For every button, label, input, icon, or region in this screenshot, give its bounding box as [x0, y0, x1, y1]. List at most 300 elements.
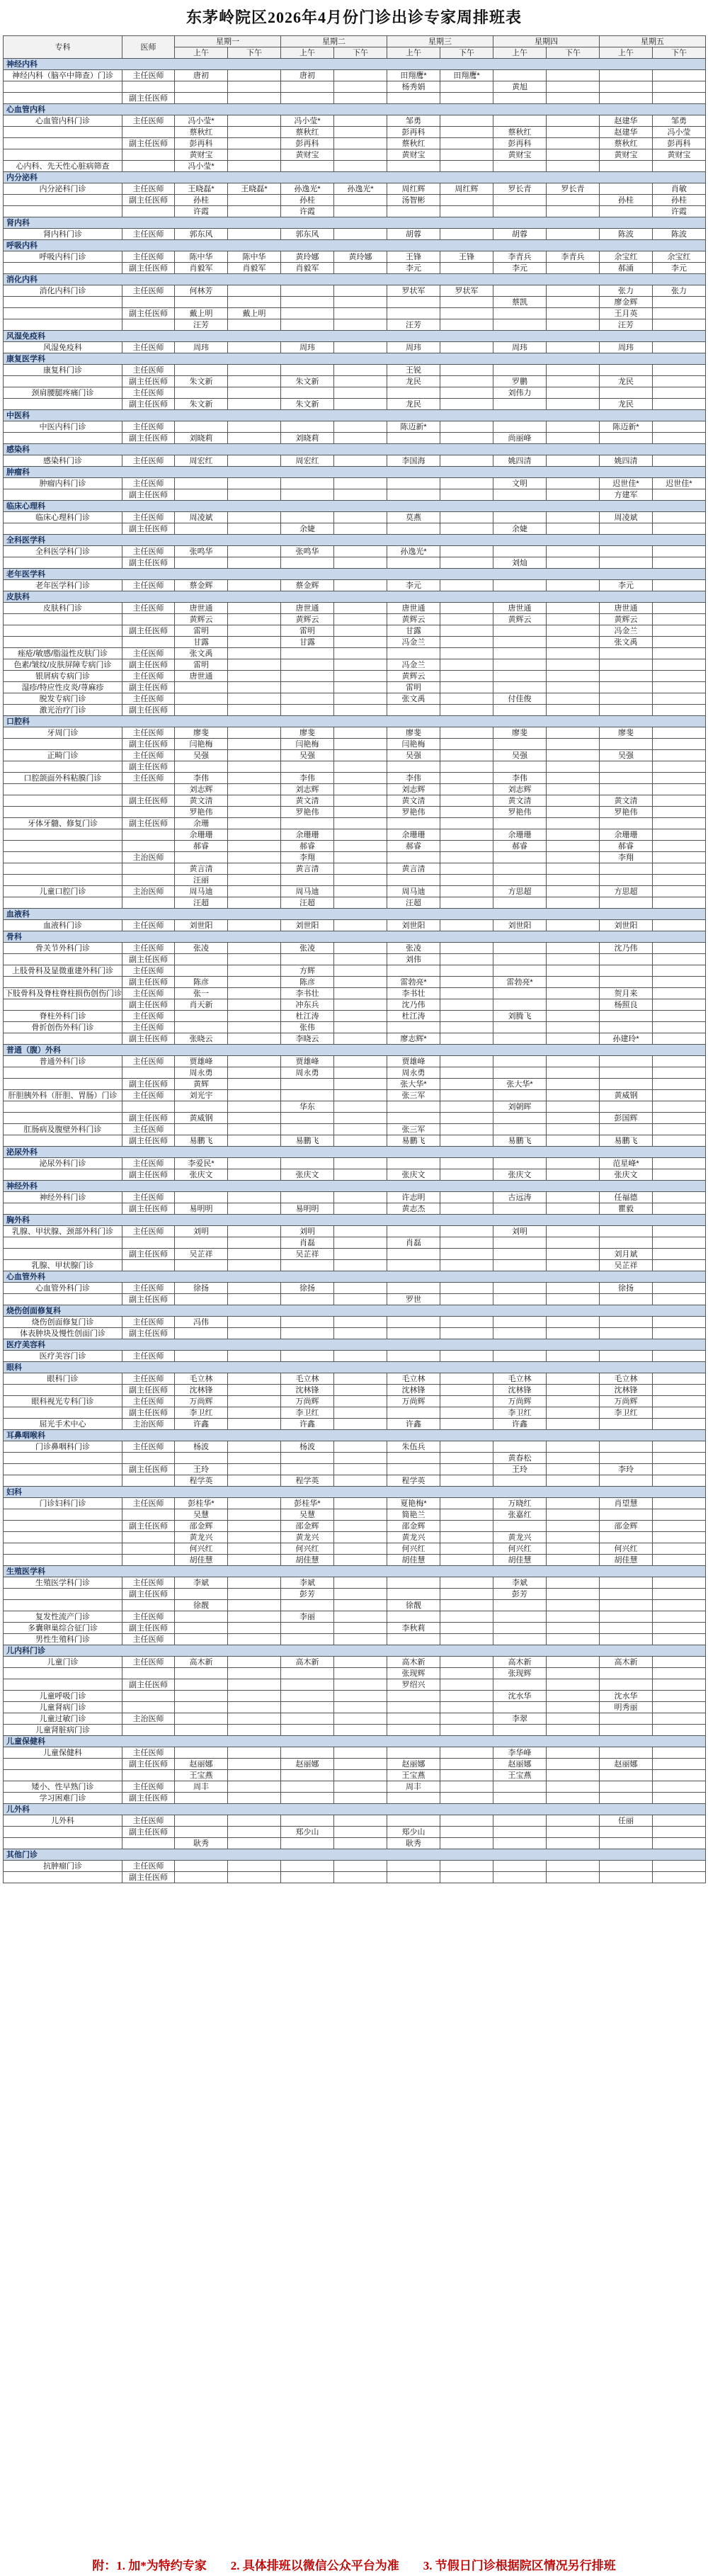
- doctor-slot: 毛立林: [600, 1373, 653, 1385]
- doctor-slot: [281, 875, 334, 886]
- doctor-slot: [440, 1079, 493, 1090]
- table-row: [4, 625, 706, 637]
- doctor-slot: [653, 648, 706, 659]
- doctor-slot: [440, 1577, 493, 1589]
- doctor-slot: [440, 1396, 493, 1407]
- doctor-slot: [547, 1283, 600, 1294]
- doctor-title: [122, 863, 175, 875]
- doctor-slot: [547, 1317, 600, 1328]
- table-row: [4, 195, 706, 206]
- section-name: 妇科: [4, 1487, 706, 1498]
- table-row: [4, 693, 706, 705]
- doctor-slot: 黄龙兴: [493, 1532, 547, 1543]
- doctor-title: 主任医师: [122, 965, 175, 977]
- doctor-slot: 蔡金辉: [175, 580, 228, 591]
- clinic-name: 乳腺、甲状腺门诊: [4, 1260, 122, 1271]
- doctor-slot: 汪超: [281, 897, 334, 909]
- doctor-slot: 姚四清: [600, 455, 653, 467]
- clinic-name: 牙体牙髓、修复门诊: [4, 818, 122, 829]
- doctor-slot: 唐初: [175, 70, 228, 81]
- doctor-slot: [228, 512, 281, 523]
- doctor-slot: [387, 1725, 440, 1736]
- doctor-slot: [440, 523, 493, 535]
- section-name: 心血管外科: [4, 1271, 706, 1283]
- clinic-name: 消化内科门诊: [4, 285, 122, 297]
- doctor-slot: [175, 1351, 228, 1362]
- table-row: [4, 659, 706, 671]
- doctor-slot: [493, 365, 547, 376]
- doctor-slot: [493, 671, 547, 682]
- doctor-slot: 罗状军: [440, 285, 493, 297]
- doctor-slot: [440, 81, 493, 93]
- clinic-name: [4, 1532, 122, 1543]
- doctor-slot: 周永勇: [281, 1067, 334, 1079]
- doctor-slot: [387, 478, 440, 489]
- doctor-slot: [334, 433, 387, 444]
- clinic-name: [4, 308, 122, 319]
- doctor-slot: [547, 433, 600, 444]
- doctor-slot: [653, 829, 706, 841]
- clinic-name: 泌尿外科门诊: [4, 1158, 122, 1169]
- doctor-slot: [228, 1022, 281, 1033]
- doctor-slot: [281, 1747, 334, 1759]
- doctor-slot: [493, 512, 547, 523]
- table-row: [4, 648, 706, 659]
- doctor-slot: [547, 648, 600, 659]
- doctor-slot: [547, 1067, 600, 1079]
- doctor-slot: [547, 263, 600, 274]
- doctor-slot: [387, 1317, 440, 1328]
- clinic-name: [4, 1679, 122, 1691]
- doctor-slot: [334, 1668, 387, 1679]
- doctor-slot: [334, 580, 387, 591]
- clinic-name: [4, 841, 122, 852]
- clinic-name: [4, 319, 122, 331]
- doctor-slot: 唐世通: [281, 603, 334, 614]
- doctor-slot: [493, 1827, 547, 1838]
- doctor-slot: 吴强: [281, 750, 334, 761]
- doctor-slot: [600, 1237, 653, 1249]
- doctor-slot: [228, 365, 281, 376]
- doctor-slot: [228, 671, 281, 682]
- table-row: [4, 671, 706, 682]
- section-header: [4, 217, 706, 229]
- doctor-slot: 方辉: [281, 965, 334, 977]
- doctor-slot: 许鑫: [281, 1419, 334, 1430]
- doctor-slot: 许鑫: [387, 1419, 440, 1430]
- table-row: [4, 1589, 706, 1600]
- doctor-slot: 黄辉云: [281, 614, 334, 625]
- doctor-slot: [440, 1679, 493, 1691]
- doctor-title: 主任医师: [122, 1317, 175, 1328]
- doctor-slot: [334, 149, 387, 161]
- clinic-name: 湿疹/特应性皮炎/荨麻疹: [4, 682, 122, 693]
- section-name: 眼科: [4, 1362, 706, 1373]
- doctor-slot: [440, 421, 493, 433]
- table-row: [4, 1101, 706, 1113]
- doctor-slot: 吴强: [493, 750, 547, 761]
- doctor-slot: [440, 920, 493, 931]
- doctor-slot: [440, 1815, 493, 1827]
- doctor-slot: [440, 1509, 493, 1521]
- doctor-slot: [228, 1192, 281, 1203]
- doctor-slot: [281, 1668, 334, 1679]
- doctor-title: 副主任医师: [122, 1294, 175, 1305]
- doctor-slot: [228, 727, 281, 739]
- doctor-slot: 甘露: [175, 637, 228, 648]
- doctor-slot: [547, 1725, 600, 1736]
- doctor-slot: [600, 784, 653, 795]
- doctor-slot: [175, 421, 228, 433]
- doctor-slot: [600, 965, 653, 977]
- doctor-slot: [493, 1328, 547, 1339]
- doctor-slot: [228, 1407, 281, 1419]
- doctor-slot: 孙逸光*: [334, 183, 387, 195]
- doctor-slot: [228, 1657, 281, 1668]
- clinic-name: [4, 1509, 122, 1521]
- doctor-slot: [653, 433, 706, 444]
- table-row: [4, 1702, 706, 1713]
- clinic-name: 皮肤科门诊: [4, 603, 122, 614]
- doctor-slot: [228, 433, 281, 444]
- doctor-title: [122, 637, 175, 648]
- doctor-slot: 胡蓉: [493, 229, 547, 240]
- doctor-slot: [334, 1872, 387, 1883]
- doctor-slot: [653, 965, 706, 977]
- header-am: 上午: [281, 47, 334, 59]
- doctor-slot: 蔡秋红: [175, 127, 228, 138]
- doctor-slot: 罗鹏: [493, 376, 547, 387]
- doctor-slot: [653, 637, 706, 648]
- doctor-slot: [493, 421, 547, 433]
- clinic-name: 心血管外科门诊: [4, 1283, 122, 1294]
- doctor-slot: 冯金兰: [387, 637, 440, 648]
- doctor-slot: 余宝红: [653, 251, 706, 263]
- clinic-name: 激光治疗门诊: [4, 705, 122, 716]
- table-row: [4, 93, 706, 104]
- table-row: [4, 1532, 706, 1543]
- doctor-slot: [228, 1713, 281, 1725]
- doctor-title: 副主任医师: [122, 1385, 175, 1396]
- clinic-name: [4, 376, 122, 387]
- doctor-slot: [440, 489, 493, 501]
- doctor-slot: [493, 1781, 547, 1793]
- doctor-title: 主任医师: [122, 648, 175, 659]
- doctor-slot: 黄玲娜: [281, 251, 334, 263]
- doctor-slot: [228, 841, 281, 852]
- doctor-title: 主任医师: [122, 1022, 175, 1033]
- doctor-slot: [653, 1475, 706, 1487]
- doctor-slot: [387, 1589, 440, 1600]
- table-row: [4, 852, 706, 863]
- header-pm: 下午: [440, 47, 493, 59]
- section-header: [4, 172, 706, 183]
- clinic-name: [4, 954, 122, 965]
- doctor-slot: 徐扬: [281, 1283, 334, 1294]
- clinic-name: 儿童保健科: [4, 1747, 122, 1759]
- doctor-slot: [653, 1124, 706, 1135]
- doctor-slot: [653, 1781, 706, 1793]
- doctor-slot: 华东: [281, 1101, 334, 1113]
- doctor-slot: 万尚辉: [175, 1396, 228, 1407]
- doctor-slot: 刘朝晖: [493, 1101, 547, 1113]
- doctor-slot: 许鑫: [493, 1419, 547, 1430]
- doctor-slot: [493, 1283, 547, 1294]
- doctor-slot: [387, 852, 440, 863]
- doctor-slot: [228, 421, 281, 433]
- doctor-slot: [334, 387, 387, 399]
- doctor-slot: [547, 297, 600, 308]
- doctor-slot: [440, 614, 493, 625]
- doctor-slot: [440, 138, 493, 149]
- table-row: [4, 546, 706, 557]
- doctor-slot: 吴芷祥: [600, 1260, 653, 1271]
- clinic-name: [4, 795, 122, 807]
- doctor-slot: [281, 671, 334, 682]
- doctor-slot: 甘露: [281, 637, 334, 648]
- doctor-slot: [281, 81, 334, 93]
- doctor-slot: [493, 70, 547, 81]
- clinic-name: [4, 1453, 122, 1464]
- doctor-slot: [228, 297, 281, 308]
- table-row: [4, 1022, 706, 1033]
- doctor-slot: [387, 297, 440, 308]
- doctor-slot: 彭再科: [653, 138, 706, 149]
- doctor-slot: [175, 965, 228, 977]
- doctor-slot: [334, 1815, 387, 1827]
- doctor-slot: 冲东兵: [281, 999, 334, 1011]
- section-header: [4, 535, 706, 546]
- doctor-slot: [228, 1090, 281, 1101]
- doctor-slot: [334, 1555, 387, 1566]
- doctor-slot: [281, 557, 334, 569]
- doctor-slot: [547, 1521, 600, 1532]
- doctor-slot: [653, 693, 706, 705]
- doctor-slot: [334, 1475, 387, 1487]
- doctor-slot: [387, 1022, 440, 1033]
- doctor-slot: [653, 943, 706, 954]
- doctor-slot: 刘世阳: [281, 920, 334, 931]
- doctor-slot: 邵金辉: [600, 1521, 653, 1532]
- doctor-slot: 李书壮: [281, 988, 334, 999]
- doctor-slot: 张大华*: [493, 1079, 547, 1090]
- doctor-slot: 徐扬: [600, 1283, 653, 1294]
- doctor-slot: [281, 1713, 334, 1725]
- table-row: [4, 1419, 706, 1430]
- table-row: [4, 750, 706, 761]
- doctor-title: [122, 319, 175, 331]
- doctor-slot: 易明明: [175, 1203, 228, 1215]
- table-row: [4, 1861, 706, 1872]
- doctor-slot: [281, 421, 334, 433]
- doctor-slot: 赵丽娜: [600, 1759, 653, 1770]
- doctor-slot: [175, 297, 228, 308]
- doctor-slot: 何兴红: [600, 1543, 653, 1555]
- doctor-slot: 李伟: [493, 773, 547, 784]
- doctor-slot: [493, 285, 547, 297]
- doctor-title: 主任医师: [122, 1011, 175, 1022]
- clinic-name: 上肢骨科及显微重建外科门诊: [4, 965, 122, 977]
- doctor-slot: [493, 1623, 547, 1634]
- doctor-slot: 任福德: [600, 1192, 653, 1203]
- clinic-name: 门诊妇科门诊: [4, 1498, 122, 1509]
- doctor-slot: 黄辉云: [493, 614, 547, 625]
- doctor-slot: [440, 852, 493, 863]
- doctor-slot: [334, 1419, 387, 1430]
- table-row: [4, 1441, 706, 1453]
- doctor-slot: [228, 1101, 281, 1113]
- clinic-name: [4, 977, 122, 988]
- doctor-title: 主任医师: [122, 1611, 175, 1623]
- doctor-slot: [228, 1691, 281, 1702]
- doctor-slot: [653, 489, 706, 501]
- doctor-slot: 刘世阳: [387, 920, 440, 931]
- doctor-slot: [387, 875, 440, 886]
- table-row: [4, 784, 706, 795]
- doctor-slot: [493, 489, 547, 501]
- doctor-slot: [334, 1101, 387, 1113]
- doctor-slot: [228, 1611, 281, 1623]
- clinic-name: 肿瘤内科门诊: [4, 478, 122, 489]
- doctor-slot: [281, 489, 334, 501]
- doctor-slot: [440, 376, 493, 387]
- table-row: [4, 387, 706, 399]
- doctor-slot: 黄财宝: [387, 149, 440, 161]
- doctor-slot: [493, 1441, 547, 1453]
- doctor-slot: 孙建玲*: [600, 1033, 653, 1045]
- doctor-title: 副主任医师: [122, 1203, 175, 1215]
- doctor-slot: [653, 1600, 706, 1611]
- doctor-slot: [440, 1453, 493, 1464]
- table-row: [4, 1657, 706, 1668]
- clinic-name: [4, 1113, 122, 1124]
- doctor-slot: [281, 1600, 334, 1611]
- doctor-slot: [547, 1124, 600, 1135]
- doctor-slot: 贾雄峰: [281, 1056, 334, 1067]
- table-row: [4, 478, 706, 489]
- clinic-name: 肾内科门诊: [4, 229, 122, 240]
- doctor-slot: [440, 546, 493, 557]
- doctor-slot: 彭再科: [175, 138, 228, 149]
- clinic-name: [4, 1067, 122, 1079]
- table-row: [4, 1090, 706, 1101]
- doctor-slot: 廖斐: [281, 727, 334, 739]
- clinic-name: 儿童门诊: [4, 1657, 122, 1668]
- clinic-name: [4, 1294, 122, 1305]
- doctor-slot: [493, 1317, 547, 1328]
- doctor-slot: [547, 625, 600, 637]
- doctor-slot: [653, 319, 706, 331]
- doctor-slot: 雷明: [175, 625, 228, 637]
- doctor-slot: 张鸣华: [281, 546, 334, 557]
- doctor-slot: [334, 1838, 387, 1849]
- doctor-slot: 张文禹: [387, 693, 440, 705]
- doctor-slot: [175, 1011, 228, 1022]
- doctor-slot: [334, 229, 387, 240]
- doctor-slot: 李青兵: [547, 251, 600, 263]
- doctor-title: 主任医师: [122, 1283, 175, 1294]
- doctor-slot: [440, 693, 493, 705]
- table-row: [4, 705, 706, 716]
- doctor-slot: [653, 852, 706, 863]
- doctor-title: 副主任医师: [122, 1759, 175, 1770]
- doctor-title: 主任医师: [122, 1351, 175, 1362]
- doctor-title: [122, 1260, 175, 1271]
- doctor-slot: [653, 376, 706, 387]
- doctor-slot: [387, 161, 440, 172]
- doctor-slot: [493, 1815, 547, 1827]
- clinic-name: 屈光手术中心: [4, 1419, 122, 1430]
- table-row: [4, 1249, 706, 1260]
- doctor-slot: [228, 1396, 281, 1407]
- doctor-slot: [228, 1589, 281, 1600]
- doctor-slot: [547, 693, 600, 705]
- doctor-slot: 余珊珊: [493, 829, 547, 841]
- doctor-slot: [547, 671, 600, 682]
- clinic-name: 下肢骨科及脊柱脊柱损伤创伤门诊: [4, 988, 122, 999]
- table-row: [4, 1158, 706, 1169]
- doctor-slot: [228, 954, 281, 965]
- doctor-slot: [547, 70, 600, 81]
- doctor-slot: [440, 1011, 493, 1022]
- doctor-slot: [653, 1079, 706, 1090]
- clinic-name: [4, 1668, 122, 1679]
- doctor-title: 主任医师: [122, 229, 175, 240]
- doctor-slot: [600, 1600, 653, 1611]
- clinic-name: 骨关节外科门诊: [4, 943, 122, 954]
- doctor-slot: [228, 1079, 281, 1090]
- doctor-slot: [440, 897, 493, 909]
- doctor-slot: [547, 886, 600, 897]
- doctor-slot: [653, 1509, 706, 1521]
- doctor-slot: [600, 1101, 653, 1113]
- section-header: [4, 59, 706, 70]
- doctor-slot: [334, 557, 387, 569]
- doctor-slot: [547, 1702, 600, 1713]
- clinic-name: [4, 897, 122, 909]
- doctor-slot: [334, 795, 387, 807]
- table-row: [4, 297, 706, 308]
- doctor-slot: [228, 682, 281, 693]
- table-row: [4, 1260, 706, 1271]
- doctor-slot: 黄文清: [175, 795, 228, 807]
- doctor-slot: 郝睿: [281, 841, 334, 852]
- section-name: 儿内科门诊: [4, 1645, 706, 1657]
- doctor-slot: [440, 750, 493, 761]
- doctor-slot: [281, 1260, 334, 1271]
- doctor-slot: [600, 682, 653, 693]
- doctor-slot: 黄辉云: [175, 614, 228, 625]
- doctor-slot: [653, 1351, 706, 1362]
- doctor-slot: [600, 739, 653, 750]
- doctor-slot: [228, 1770, 281, 1781]
- doctor-slot: 莫燕: [387, 512, 440, 523]
- doctor-slot: [653, 1725, 706, 1736]
- clinic-name: 多囊卵巢综合征门诊: [4, 1623, 122, 1634]
- doctor-slot: 汪超: [387, 897, 440, 909]
- doctor-slot: 邵金辉: [281, 1521, 334, 1532]
- table-row: [4, 727, 706, 739]
- table-row: [4, 433, 706, 444]
- doctor-slot: [653, 1328, 706, 1339]
- doctor-slot: [440, 512, 493, 523]
- doctor-slot: [440, 229, 493, 240]
- doctor-slot: [440, 682, 493, 693]
- doctor-slot: [440, 875, 493, 886]
- doctor-slot: [387, 1577, 440, 1589]
- clinic-name: 脊柱外科门诊: [4, 1011, 122, 1022]
- doctor-slot: [228, 1158, 281, 1169]
